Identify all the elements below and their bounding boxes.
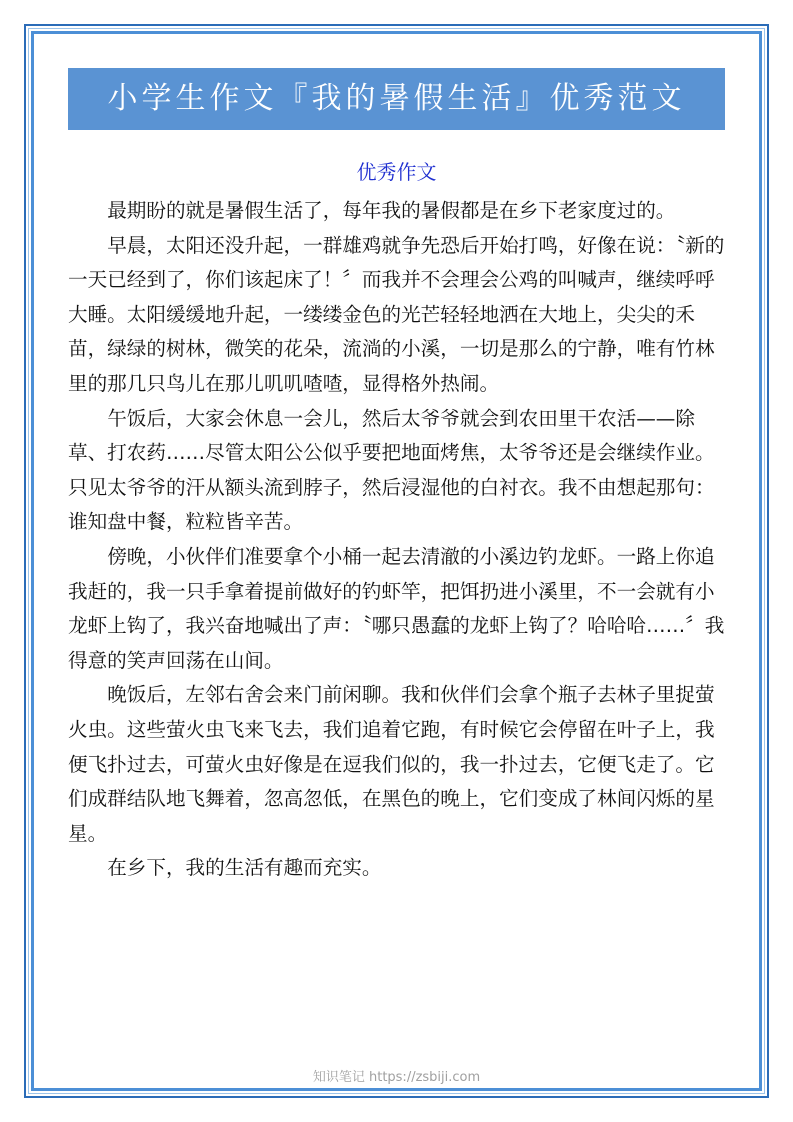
paragraph-2: 早晨，太阳还没升起，一群雄鸡就争先恐后开始打鸣，好像在说：〝新的一天已经到了，你们该起床了！〞而我并不会理会公鸡的叫喊声，继续呼呼大睡。太阳缓缓地升起，一缕缕金色的光芒轻轻地洒在大地上，尖尖的禾苗，绿绿的树林，微笑的花朵，流淌的小溪，一切是那么的宁静，唯有竹林里的那几只鸟儿在那儿叽叽喳喳，显得格外热闹。 [68, 233, 725, 395]
essay-body [68, 194, 729, 886]
document-subtitle: 优秀作文 [356, 160, 437, 184]
footer-watermark: 知识笔记 https://zsbiji.com [312, 1070, 481, 1085]
paragraph-3: 午饭后，大家会休息一会儿，然后太爷爷就会到农田里干农活——除草、打农药……尽管太阳公公似乎要把地面烤焦，太爷爷还是会继续作业。只见太爷爷的汗从额头流到脖子，然后浸湿他的白衬衣。我不由想起那句：谁知盘中餐，粒粒皆辛苦。 [68, 406, 715, 534]
paragraph-4: 傍晚，小伙伴们准要拿个小桶一起去清澈的小溪边钓龙虾。一路上你追我赶的，我一只手拿着提前做好的钓虾竿，把饵扔进小溪里，不一会就有小龙虾上钩了，我兴奋地喊出了声：〝哪只愚蠢的龙虾上钩了？哈哈哈……〞我得意的笑声回荡在山间。 [68, 544, 725, 672]
document-title: 小学生作文『我的暑假生活』优秀范文 [68, 68, 725, 130]
paragraph-5: 晚饭后，左邻右舍会来门前闲聊。我和伙伴们会拿个瓶子去林子里捉萤火虫。这些萤火虫飞来飞去，我们追着它跑，有时候它会停留在叶子上，我便飞扑过去，可萤火虫好像是在逗我们似的，我一扑过去，它便飞走了。它们成群结队地飞舞着，忽高忽低，在黑色的晚上，它们变成了林间闪烁的星星。 [68, 683, 715, 845]
paragraph-1: 最期盼的就是暑假生活了，每年我的暑假都是在乡下老家度过的。 [107, 199, 676, 222]
paragraph-6: 在乡下，我的生活有趣而充实。 [107, 856, 382, 880]
